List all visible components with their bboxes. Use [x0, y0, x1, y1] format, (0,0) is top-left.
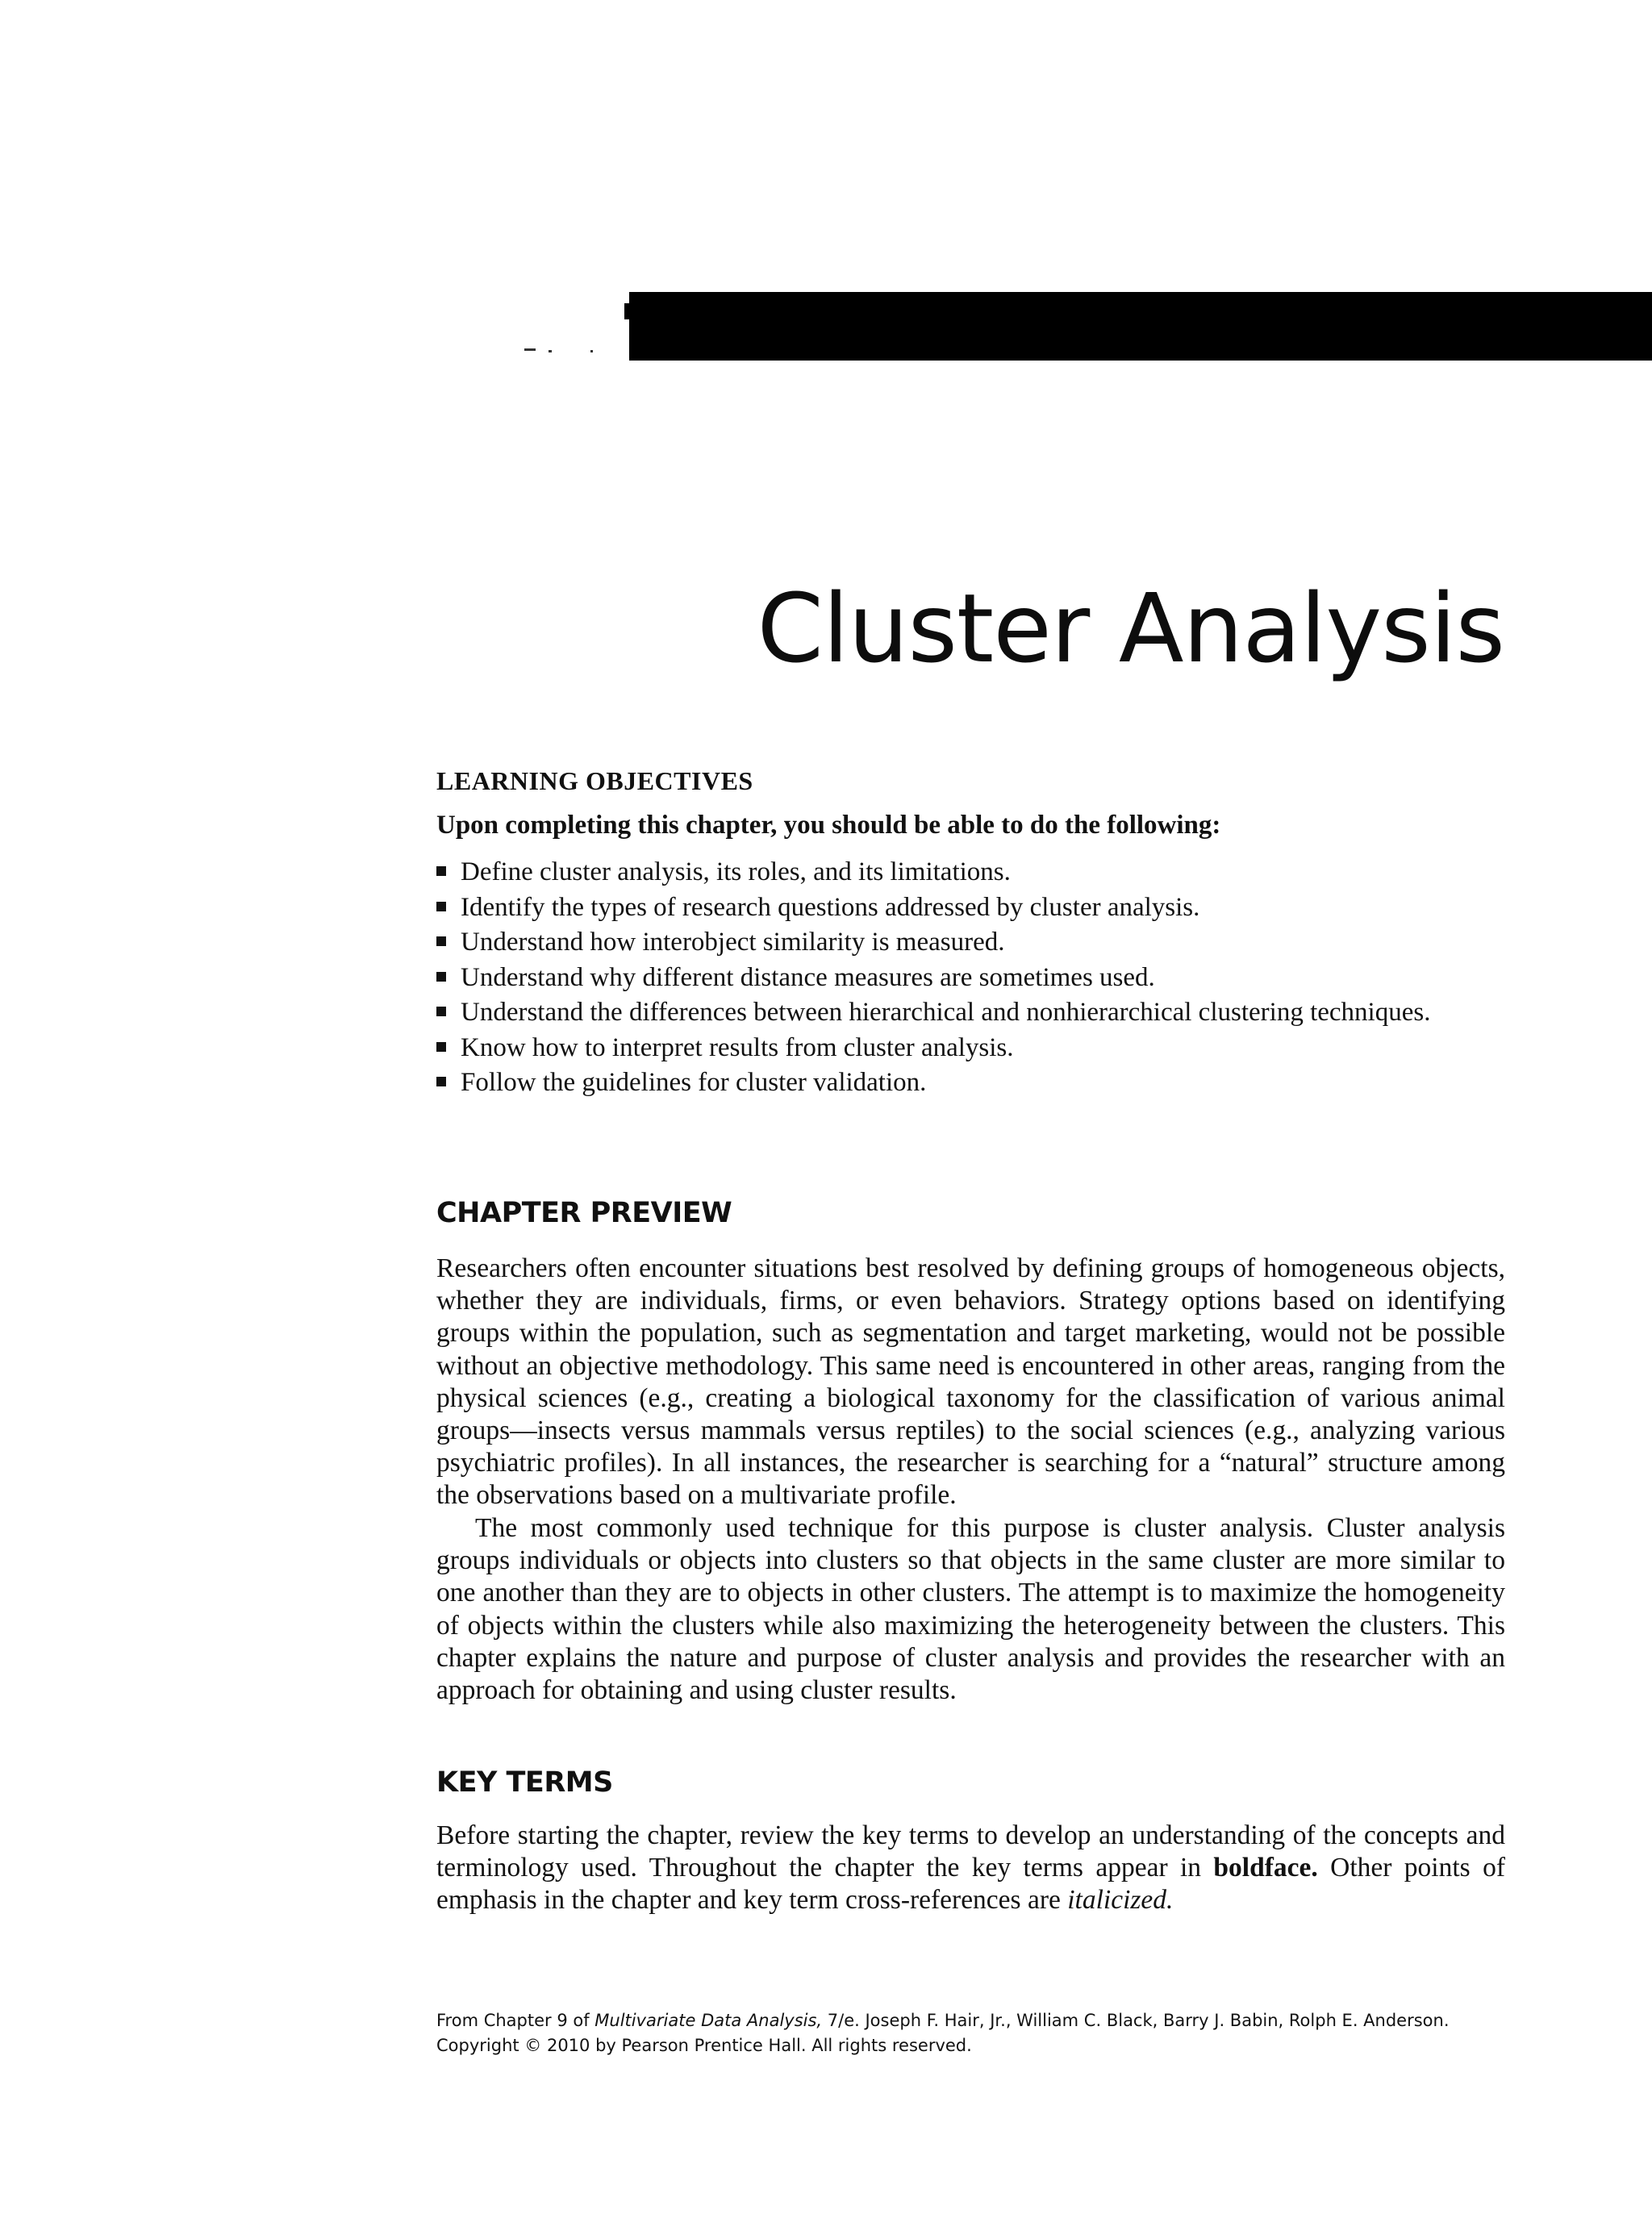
footnote-edition-authors: 7/e. Joseph F. Hair, Jr., William C. Black, Barry J. Babin, Rolph E. Anderson. — [822, 2011, 1450, 2030]
scan-artifact — [524, 348, 536, 351]
chapter-header-bar — [629, 292, 1652, 361]
chapter-preview-paragraph: Researchers often encounter situations best resolved by defining groups of homogeneous objects, whether they are individuals, firms, or even behaviors. Strategy options based on identifying groups within the population, such as segmentation and target marketing, would not be possible without an objective methodology. This same need is encountered in other areas, ranging from the physical sciences (e.g., creating a biological taxonomy for the classification of various animal groups—insects versus mammals versus reptiles) to the social sciences (e.g., analyzing various psychiatric profiles). In all instances, the researcher is searching for a “natural” structure among the observations based on a multivariate profile. — [436, 1253, 1505, 1511]
scan-artifact — [549, 350, 552, 352]
chapter-preview-paragraph: The most commonly used technique for this purpose is cluster analysis. Cluster analysis groups individuals or objects into clusters so that objects in the same cluster are more similar to one another than they are to objects in other clusters. The attempt is to maximize the homogeneity of objects within the clusters while also maximizing the heterogeneity between the clusters. This chapter explains the nature and purpose of cluster analysis and provides the researcher with an approach for obtaining and using cluster results. — [436, 1513, 1505, 1706]
key-terms-heading: KEY TERMS — [436, 1766, 613, 1799]
objective-text: Know how to interpret results from cluster analysis. — [461, 1032, 1014, 1062]
list-item — [436, 855, 1505, 890]
objective-text: Follow the guidelines for cluster validation. — [461, 1068, 927, 1097]
chapter-preview-heading: CHAPTER PREVIEW — [436, 1197, 732, 1229]
key-terms-text: Other points of emphasis in the chapter and key term cross-references are — [436, 1853, 1505, 1916]
square-bullet-icon — [436, 936, 446, 946]
footnote-prefix: From Chapter 9 of — [436, 2011, 595, 2030]
scan-artifact — [590, 350, 593, 352]
key-terms-text: Before starting the chapter, review the key terms to develop an understanding of the concepts and terminology used. Throughout the chapter the key terms appear in — [436, 1820, 1505, 1883]
objective-text: Define cluster analysis, its roles, and its limitations. — [461, 857, 1011, 886]
key-terms-paragraph — [436, 1820, 1505, 1917]
objective-text: Understand how interobject similarity is measured. — [461, 928, 1005, 957]
footnote-copyright: Copyright © 2010 by Pearson Prentice Hall. All rights reserved. — [436, 2036, 972, 2055]
list-item — [436, 995, 1505, 1031]
chapter-title: Cluster Analysis — [757, 573, 1504, 684]
objective-text: Understand why different distance measures are sometimes used. — [461, 962, 1155, 992]
square-bullet-icon — [436, 1007, 446, 1016]
objective-text: Identify the types of research questions addressed by cluster analysis. — [461, 892, 1200, 922]
learning-objectives-intro: Upon completing this chapter, you should be able to do the following: — [436, 811, 1221, 840]
objective-text: Understand the differences between hierarchical and nonhierarchical clustering techniques. — [461, 998, 1431, 1027]
square-bullet-icon — [436, 972, 446, 982]
source-footnote — [436, 2008, 1566, 2058]
list-item — [436, 890, 1505, 926]
learning-objectives-heading: LEARNING OBJECTIVES — [436, 766, 753, 795]
square-bullet-icon — [436, 1077, 446, 1086]
key-terms-italic-word: italicized. — [1067, 1885, 1174, 1916]
list-item — [436, 925, 1505, 961]
list-item — [436, 1031, 1505, 1066]
square-bullet-icon — [436, 866, 446, 876]
list-item — [436, 1065, 1505, 1101]
learning-objectives-list — [436, 855, 1505, 1101]
list-item — [436, 961, 1505, 996]
chapter-header-bar-notch — [624, 303, 629, 319]
square-bullet-icon — [436, 902, 446, 911]
footnote-book-title: Multivariate Data Analysis, — [594, 2011, 823, 2030]
square-bullet-icon — [436, 1042, 446, 1052]
key-terms-bold-word: boldface. — [1213, 1853, 1318, 1883]
